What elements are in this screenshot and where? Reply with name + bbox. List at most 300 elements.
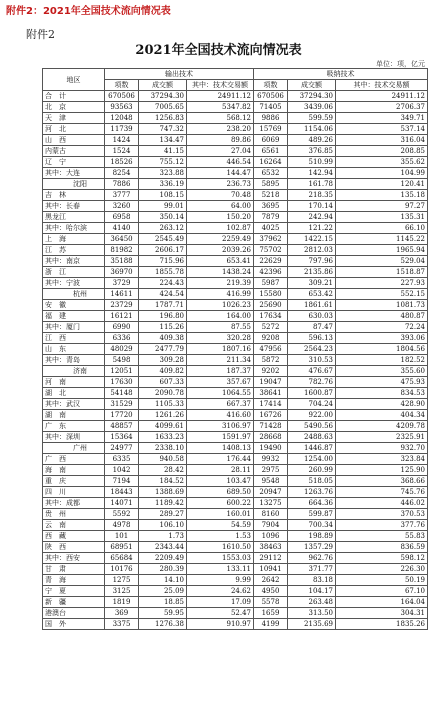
cell-region: 黑龙江 bbox=[43, 212, 105, 223]
cell-region: 辽 宁 bbox=[43, 157, 105, 168]
table-row bbox=[43, 322, 428, 333]
cell-out-tech-amount: 64.00 bbox=[187, 201, 254, 212]
cell-in-tech-amount: 304.31 bbox=[336, 608, 428, 619]
cell-out-count: 1275 bbox=[105, 575, 139, 586]
cell-out-amount: 106.10 bbox=[139, 520, 187, 531]
table-row bbox=[43, 509, 428, 520]
cell-out-count: 36970 bbox=[105, 267, 139, 278]
cell-in-count: 19490 bbox=[254, 443, 288, 454]
cell-in-tech-amount: 349.71 bbox=[336, 113, 428, 124]
cell-out-tech-amount: 9.99 bbox=[187, 575, 254, 586]
column-header-out-amount: 成交额 bbox=[139, 80, 187, 91]
cell-out-count: 1524 bbox=[105, 146, 139, 157]
cell-in-count: 10941 bbox=[254, 564, 288, 575]
cell-in-amount: 1446.87 bbox=[288, 443, 336, 454]
cell-out-tech-amount: 653.41 bbox=[187, 256, 254, 267]
cell-in-amount: 489.26 bbox=[288, 135, 336, 146]
cell-region: 湖 北 bbox=[43, 388, 105, 399]
cell-in-tech-amount: 316.04 bbox=[336, 135, 428, 146]
cell-out-amount: 715.96 bbox=[139, 256, 187, 267]
cell-out-amount: 2209.49 bbox=[139, 553, 187, 564]
cell-region: 合 计 bbox=[43, 91, 105, 102]
cell-in-tech-amount: 135.31 bbox=[336, 212, 428, 223]
column-header-in-amount: 成交额 bbox=[288, 80, 336, 91]
cell-in-tech-amount: 529.04 bbox=[336, 256, 428, 267]
cell-in-amount: 242.94 bbox=[288, 212, 336, 223]
cell-in-amount: 510.99 bbox=[288, 157, 336, 168]
table-row bbox=[43, 421, 428, 432]
cell-in-amount: 476.67 bbox=[288, 366, 336, 377]
cell-in-count: 19047 bbox=[254, 377, 288, 388]
cell-out-amount: 4099.61 bbox=[139, 421, 187, 432]
cell-out-amount: 14.10 bbox=[139, 575, 187, 586]
cell-in-amount: 2135.69 bbox=[288, 619, 336, 630]
cell-out-count: 3125 bbox=[105, 586, 139, 597]
cell-in-amount: 170.14 bbox=[288, 201, 336, 212]
table-row bbox=[43, 344, 428, 355]
cell-out-count: 65684 bbox=[105, 553, 139, 564]
header-bar bbox=[0, 0, 437, 17]
cell-out-tech-amount: 70.48 bbox=[187, 190, 254, 201]
cell-in-tech-amount: 2706.37 bbox=[336, 102, 428, 113]
cell-in-amount: 263.48 bbox=[288, 597, 336, 608]
cell-in-count: 17634 bbox=[254, 311, 288, 322]
cell-out-tech-amount: 187.37 bbox=[187, 366, 254, 377]
cell-out-amount: 28.42 bbox=[139, 465, 187, 476]
cell-out-amount: 409.38 bbox=[139, 333, 187, 344]
cell-out-tech-amount: 2039.26 bbox=[187, 245, 254, 256]
table-row bbox=[43, 542, 428, 553]
cell-in-tech-amount: 125.90 bbox=[336, 465, 428, 476]
cell-in-count: 9208 bbox=[254, 333, 288, 344]
table-row bbox=[43, 443, 428, 454]
cell-out-amount: 409.82 bbox=[139, 366, 187, 377]
cell-out-count: 3729 bbox=[105, 278, 139, 289]
cell-in-count: 71428 bbox=[254, 421, 288, 432]
cell-in-count: 9202 bbox=[254, 366, 288, 377]
cell-in-tech-amount: 404.34 bbox=[336, 410, 428, 421]
cell-in-count: 15580 bbox=[254, 289, 288, 300]
cell-in-count: 29112 bbox=[254, 553, 288, 564]
cell-region: 其中：深圳 bbox=[43, 432, 105, 443]
cell-in-count: 28668 bbox=[254, 432, 288, 443]
cell-out-amount: 2090.78 bbox=[139, 388, 187, 399]
cell-in-amount: 664.36 bbox=[288, 498, 336, 509]
cell-out-tech-amount: 1438.24 bbox=[187, 267, 254, 278]
cell-in-amount: 87.47 bbox=[288, 322, 336, 333]
cell-in-amount: 260.99 bbox=[288, 465, 336, 476]
cell-region: 广 东 bbox=[43, 421, 105, 432]
cell-in-amount: 2135.86 bbox=[288, 267, 336, 278]
table-body bbox=[43, 91, 428, 630]
cell-in-amount: 653.42 bbox=[288, 289, 336, 300]
cell-region: 内蒙古 bbox=[43, 146, 105, 157]
cell-out-tech-amount: 87.55 bbox=[187, 322, 254, 333]
cell-out-tech-amount: 1408.13 bbox=[187, 443, 254, 454]
table-row bbox=[43, 311, 428, 322]
cell-out-count: 369 bbox=[105, 608, 139, 619]
cell-out-count: 14071 bbox=[105, 498, 139, 509]
cell-in-count: 5578 bbox=[254, 597, 288, 608]
cell-out-amount: 224.43 bbox=[139, 278, 187, 289]
cell-region: 其中：长春 bbox=[43, 201, 105, 212]
table-row bbox=[43, 91, 428, 102]
cell-in-tech-amount: 836.59 bbox=[336, 542, 428, 553]
cell-in-tech-amount: 598.12 bbox=[336, 553, 428, 564]
cell-out-count: 31529 bbox=[105, 399, 139, 410]
table-row bbox=[43, 410, 428, 421]
cell-out-count: 3777 bbox=[105, 190, 139, 201]
cell-in-amount: 922.00 bbox=[288, 410, 336, 421]
cell-in-amount: 121.22 bbox=[288, 223, 336, 234]
table-row bbox=[43, 454, 428, 465]
cell-out-amount: 1189.42 bbox=[139, 498, 187, 509]
cell-in-count: 16264 bbox=[254, 157, 288, 168]
cell-region: 其中：成都 bbox=[43, 498, 105, 509]
table-row bbox=[43, 278, 428, 289]
cell-in-count: 7904 bbox=[254, 520, 288, 531]
cell-out-count: 16121 bbox=[105, 311, 139, 322]
cell-out-count: 17720 bbox=[105, 410, 139, 421]
cell-in-tech-amount: 4209.78 bbox=[336, 421, 428, 432]
cell-in-amount: 962.76 bbox=[288, 553, 336, 564]
cell-in-count: 47956 bbox=[254, 344, 288, 355]
column-header-out-count: 项数 bbox=[105, 80, 139, 91]
table-row bbox=[43, 520, 428, 531]
cell-in-amount: 310.53 bbox=[288, 355, 336, 366]
cell-region: 甘 肃 bbox=[43, 564, 105, 575]
cell-in-count: 6532 bbox=[254, 168, 288, 179]
cell-in-tech-amount: 932.70 bbox=[336, 443, 428, 454]
cell-out-tech-amount: 3106.97 bbox=[187, 421, 254, 432]
cell-out-tech-amount: 1026.23 bbox=[187, 300, 254, 311]
cell-out-amount: 2477.79 bbox=[139, 344, 187, 355]
table-row bbox=[43, 399, 428, 410]
cell-out-amount: 184.52 bbox=[139, 476, 187, 487]
cell-region: 其中：宁波 bbox=[43, 278, 105, 289]
cell-region: 湖 南 bbox=[43, 410, 105, 421]
table-row bbox=[43, 190, 428, 201]
cell-in-amount: 37294.30 bbox=[288, 91, 336, 102]
cell-out-tech-amount: 1610.50 bbox=[187, 542, 254, 553]
cell-region: 新 疆 bbox=[43, 597, 105, 608]
cell-out-amount: 263.12 bbox=[139, 223, 187, 234]
cell-region: 江 苏 bbox=[43, 245, 105, 256]
cell-out-amount: 289.27 bbox=[139, 509, 187, 520]
table-row bbox=[43, 586, 428, 597]
cell-in-tech-amount: 1965.94 bbox=[336, 245, 428, 256]
table-row bbox=[43, 531, 428, 542]
cell-out-tech-amount: 568.12 bbox=[187, 113, 254, 124]
cell-out-tech-amount: 600.22 bbox=[187, 498, 254, 509]
cell-region: 重 庆 bbox=[43, 476, 105, 487]
table-row bbox=[43, 300, 428, 311]
cell-in-amount: 782.76 bbox=[288, 377, 336, 388]
cell-out-tech-amount: 667.37 bbox=[187, 399, 254, 410]
table-row bbox=[43, 234, 428, 245]
cell-out-amount: 2338.10 bbox=[139, 443, 187, 454]
cell-out-count: 6958 bbox=[105, 212, 139, 223]
cell-out-tech-amount: 1064.55 bbox=[187, 388, 254, 399]
cell-in-amount: 83.18 bbox=[288, 575, 336, 586]
cell-out-amount: 280.39 bbox=[139, 564, 187, 575]
cell-region: 港澳台 bbox=[43, 608, 105, 619]
cell-in-amount: 1357.29 bbox=[288, 542, 336, 553]
cell-in-count: 670506 bbox=[254, 91, 288, 102]
cell-out-amount: 108.15 bbox=[139, 190, 187, 201]
cell-out-amount: 1261.26 bbox=[139, 410, 187, 421]
cell-out-tech-amount: 164.00 bbox=[187, 311, 254, 322]
cell-in-amount: 700.34 bbox=[288, 520, 336, 531]
table-row bbox=[43, 619, 428, 630]
cell-in-tech-amount: 370.53 bbox=[336, 509, 428, 520]
table-row bbox=[43, 564, 428, 575]
cell-out-count: 18526 bbox=[105, 157, 139, 168]
group-header-output: 输出技术 bbox=[105, 69, 254, 80]
cell-out-count: 4978 bbox=[105, 520, 139, 531]
cell-out-amount: 747.32 bbox=[139, 124, 187, 135]
cell-region: 山 西 bbox=[43, 135, 105, 146]
table-row bbox=[43, 223, 428, 234]
column-header-in-count: 项数 bbox=[254, 80, 288, 91]
cell-out-amount: 41.15 bbox=[139, 146, 187, 157]
table-row bbox=[43, 212, 428, 223]
cell-out-count: 5592 bbox=[105, 509, 139, 520]
cell-out-tech-amount: 28.11 bbox=[187, 465, 254, 476]
cell-out-tech-amount: 24.62 bbox=[187, 586, 254, 597]
cell-in-count: 6561 bbox=[254, 146, 288, 157]
cell-region: 福 建 bbox=[43, 311, 105, 322]
cell-region: 四 川 bbox=[43, 487, 105, 498]
cell-in-amount: 2812.03 bbox=[288, 245, 336, 256]
cell-out-tech-amount: 176.44 bbox=[187, 454, 254, 465]
technology-flow-table bbox=[42, 68, 428, 630]
cell-out-count: 10176 bbox=[105, 564, 139, 575]
cell-region: 杭州 bbox=[43, 289, 105, 300]
cell-region: 北 京 bbox=[43, 102, 105, 113]
table-row bbox=[43, 289, 428, 300]
cell-out-tech-amount: 160.01 bbox=[187, 509, 254, 520]
cell-region: 海 南 bbox=[43, 465, 105, 476]
cell-out-amount: 115.26 bbox=[139, 322, 187, 333]
cell-out-tech-amount: 1807.16 bbox=[187, 344, 254, 355]
cell-out-amount: 350.14 bbox=[139, 212, 187, 223]
cell-region: 济南 bbox=[43, 366, 105, 377]
cell-out-tech-amount: 219.39 bbox=[187, 278, 254, 289]
cell-in-count: 13275 bbox=[254, 498, 288, 509]
cell-in-count: 17414 bbox=[254, 399, 288, 410]
cell-in-count: 9886 bbox=[254, 113, 288, 124]
cell-in-count: 2642 bbox=[254, 575, 288, 586]
cell-out-count: 35188 bbox=[105, 256, 139, 267]
table-row bbox=[43, 124, 428, 135]
cell-out-amount: 424.54 bbox=[139, 289, 187, 300]
cell-out-count: 8254 bbox=[105, 168, 139, 179]
cell-region: 其中：厦门 bbox=[43, 322, 105, 333]
cell-in-count: 42396 bbox=[254, 267, 288, 278]
cell-in-amount: 599.59 bbox=[288, 113, 336, 124]
cell-in-amount: 704.24 bbox=[288, 399, 336, 410]
cell-in-tech-amount: 120.41 bbox=[336, 179, 428, 190]
cell-out-tech-amount: 1591.97 bbox=[187, 432, 254, 443]
cell-out-tech-amount: 2259.49 bbox=[187, 234, 254, 245]
cell-out-count: 54148 bbox=[105, 388, 139, 399]
table-group-header-row bbox=[43, 69, 428, 80]
cell-out-count: 4140 bbox=[105, 223, 139, 234]
cell-out-count: 12048 bbox=[105, 113, 139, 124]
cell-out-count: 93563 bbox=[105, 102, 139, 113]
cell-in-count: 5987 bbox=[254, 278, 288, 289]
cell-in-count: 75702 bbox=[254, 245, 288, 256]
header-bar-text: 附件2：2021年全国技术流向情况表 bbox=[6, 6, 171, 17]
cell-in-tech-amount: 368.66 bbox=[336, 476, 428, 487]
cell-out-count: 3260 bbox=[105, 201, 139, 212]
cell-in-tech-amount: 1518.87 bbox=[336, 267, 428, 278]
cell-out-tech-amount: 1553.03 bbox=[187, 553, 254, 564]
cell-out-amount: 1276.38 bbox=[139, 619, 187, 630]
cell-out-count: 6335 bbox=[105, 454, 139, 465]
cell-in-tech-amount: 50.19 bbox=[336, 575, 428, 586]
cell-out-count: 17630 bbox=[105, 377, 139, 388]
cell-in-tech-amount: 24911.12 bbox=[336, 91, 428, 102]
cell-out-tech-amount: 144.47 bbox=[187, 168, 254, 179]
cell-in-tech-amount: 393.06 bbox=[336, 333, 428, 344]
cell-in-count: 5272 bbox=[254, 322, 288, 333]
cell-out-tech-amount: 416.99 bbox=[187, 289, 254, 300]
cell-region: 云 南 bbox=[43, 520, 105, 531]
cell-out-amount: 7005.65 bbox=[139, 102, 187, 113]
column-header-out-tech-amount: 其中：技术交易额 bbox=[187, 80, 254, 91]
cell-out-tech-amount: 238.20 bbox=[187, 124, 254, 135]
cell-in-amount: 1600.87 bbox=[288, 388, 336, 399]
cell-out-amount: 1633.23 bbox=[139, 432, 187, 443]
cell-in-tech-amount: 428.90 bbox=[336, 399, 428, 410]
cell-out-count: 18443 bbox=[105, 487, 139, 498]
cell-region: 西 藏 bbox=[43, 531, 105, 542]
table-row bbox=[43, 575, 428, 586]
table-row bbox=[43, 256, 428, 267]
cell-out-tech-amount: 102.87 bbox=[187, 223, 254, 234]
cell-in-amount: 198.89 bbox=[288, 531, 336, 542]
cell-in-count: 4199 bbox=[254, 619, 288, 630]
column-header-region: 地区 bbox=[43, 69, 105, 91]
cell-in-tech-amount: 164.04 bbox=[336, 597, 428, 608]
cell-in-amount: 1422.15 bbox=[288, 234, 336, 245]
cell-out-tech-amount: 320.28 bbox=[187, 333, 254, 344]
cell-in-amount: 376.85 bbox=[288, 146, 336, 157]
cell-out-amount: 2606.17 bbox=[139, 245, 187, 256]
cell-region: 国 外 bbox=[43, 619, 105, 630]
cell-in-tech-amount: 480.87 bbox=[336, 311, 428, 322]
cell-in-tech-amount: 2325.91 bbox=[336, 432, 428, 443]
cell-in-amount: 2488.63 bbox=[288, 432, 336, 443]
cell-out-count: 7194 bbox=[105, 476, 139, 487]
cell-out-count: 36450 bbox=[105, 234, 139, 245]
cell-in-count: 1659 bbox=[254, 608, 288, 619]
cell-out-count: 670506 bbox=[105, 91, 139, 102]
cell-out-tech-amount: 357.67 bbox=[187, 377, 254, 388]
cell-in-amount: 1263.76 bbox=[288, 487, 336, 498]
cell-in-count: 71405 bbox=[254, 102, 288, 113]
cell-region: 其中：青岛 bbox=[43, 355, 105, 366]
table-row bbox=[43, 487, 428, 498]
cell-in-tech-amount: 55.83 bbox=[336, 531, 428, 542]
cell-in-tech-amount: 834.53 bbox=[336, 388, 428, 399]
cell-region: 其中：哈尔滨 bbox=[43, 223, 105, 234]
cell-in-amount: 2564.23 bbox=[288, 344, 336, 355]
cell-region: 其中：大连 bbox=[43, 168, 105, 179]
cell-out-tech-amount: 150.20 bbox=[187, 212, 254, 223]
cell-in-tech-amount: 104.99 bbox=[336, 168, 428, 179]
cell-in-amount: 630.03 bbox=[288, 311, 336, 322]
cell-out-amount: 99.01 bbox=[139, 201, 187, 212]
cell-out-count: 1424 bbox=[105, 135, 139, 146]
cell-in-count: 2975 bbox=[254, 465, 288, 476]
cell-in-count: 9932 bbox=[254, 454, 288, 465]
cell-in-tech-amount: 1804.56 bbox=[336, 344, 428, 355]
cell-in-tech-amount: 475.93 bbox=[336, 377, 428, 388]
cell-in-count: 4025 bbox=[254, 223, 288, 234]
table-row bbox=[43, 498, 428, 509]
cell-out-amount: 134.47 bbox=[139, 135, 187, 146]
cell-in-count: 20947 bbox=[254, 487, 288, 498]
cell-out-amount: 323.88 bbox=[139, 168, 187, 179]
cell-out-count: 81982 bbox=[105, 245, 139, 256]
cell-out-tech-amount: 133.11 bbox=[187, 564, 254, 575]
cell-in-tech-amount: 377.76 bbox=[336, 520, 428, 531]
cell-in-tech-amount: 226.30 bbox=[336, 564, 428, 575]
cell-in-count: 15769 bbox=[254, 124, 288, 135]
cell-region: 河 南 bbox=[43, 377, 105, 388]
cell-out-amount: 2343.44 bbox=[139, 542, 187, 553]
cell-out-amount: 196.80 bbox=[139, 311, 187, 322]
cell-out-amount: 1855.78 bbox=[139, 267, 187, 278]
cell-in-amount: 218.35 bbox=[288, 190, 336, 201]
cell-out-tech-amount: 89.86 bbox=[187, 135, 254, 146]
table-row bbox=[43, 245, 428, 256]
cell-in-tech-amount: 552.15 bbox=[336, 289, 428, 300]
cell-out-amount: 59.95 bbox=[139, 608, 187, 619]
cell-region: 浙 江 bbox=[43, 267, 105, 278]
cell-region: 安 徽 bbox=[43, 300, 105, 311]
cell-out-amount: 309.28 bbox=[139, 355, 187, 366]
cell-region: 青 海 bbox=[43, 575, 105, 586]
cell-in-count: 16726 bbox=[254, 410, 288, 421]
cell-in-tech-amount: 1835.26 bbox=[336, 619, 428, 630]
cell-region: 吉 林 bbox=[43, 190, 105, 201]
cell-in-amount: 1861.61 bbox=[288, 300, 336, 311]
cell-out-tech-amount: 5347.82 bbox=[187, 102, 254, 113]
cell-in-count: 5872 bbox=[254, 355, 288, 366]
table-row bbox=[43, 388, 428, 399]
cell-out-amount: 25.09 bbox=[139, 586, 187, 597]
table-row bbox=[43, 377, 428, 388]
cell-out-count: 15364 bbox=[105, 432, 139, 443]
cell-in-amount: 596.13 bbox=[288, 333, 336, 344]
cell-out-count: 6990 bbox=[105, 322, 139, 333]
table-row bbox=[43, 608, 428, 619]
cell-out-amount: 1256.83 bbox=[139, 113, 187, 124]
cell-region: 广州 bbox=[43, 443, 105, 454]
cell-in-tech-amount: 66.10 bbox=[336, 223, 428, 234]
table-row bbox=[43, 333, 428, 344]
table-row bbox=[43, 113, 428, 124]
cell-out-tech-amount: 446.54 bbox=[187, 157, 254, 168]
table-row bbox=[43, 267, 428, 278]
cell-out-tech-amount: 54.59 bbox=[187, 520, 254, 531]
cell-region: 宁 夏 bbox=[43, 586, 105, 597]
cell-in-amount: 313.50 bbox=[288, 608, 336, 619]
